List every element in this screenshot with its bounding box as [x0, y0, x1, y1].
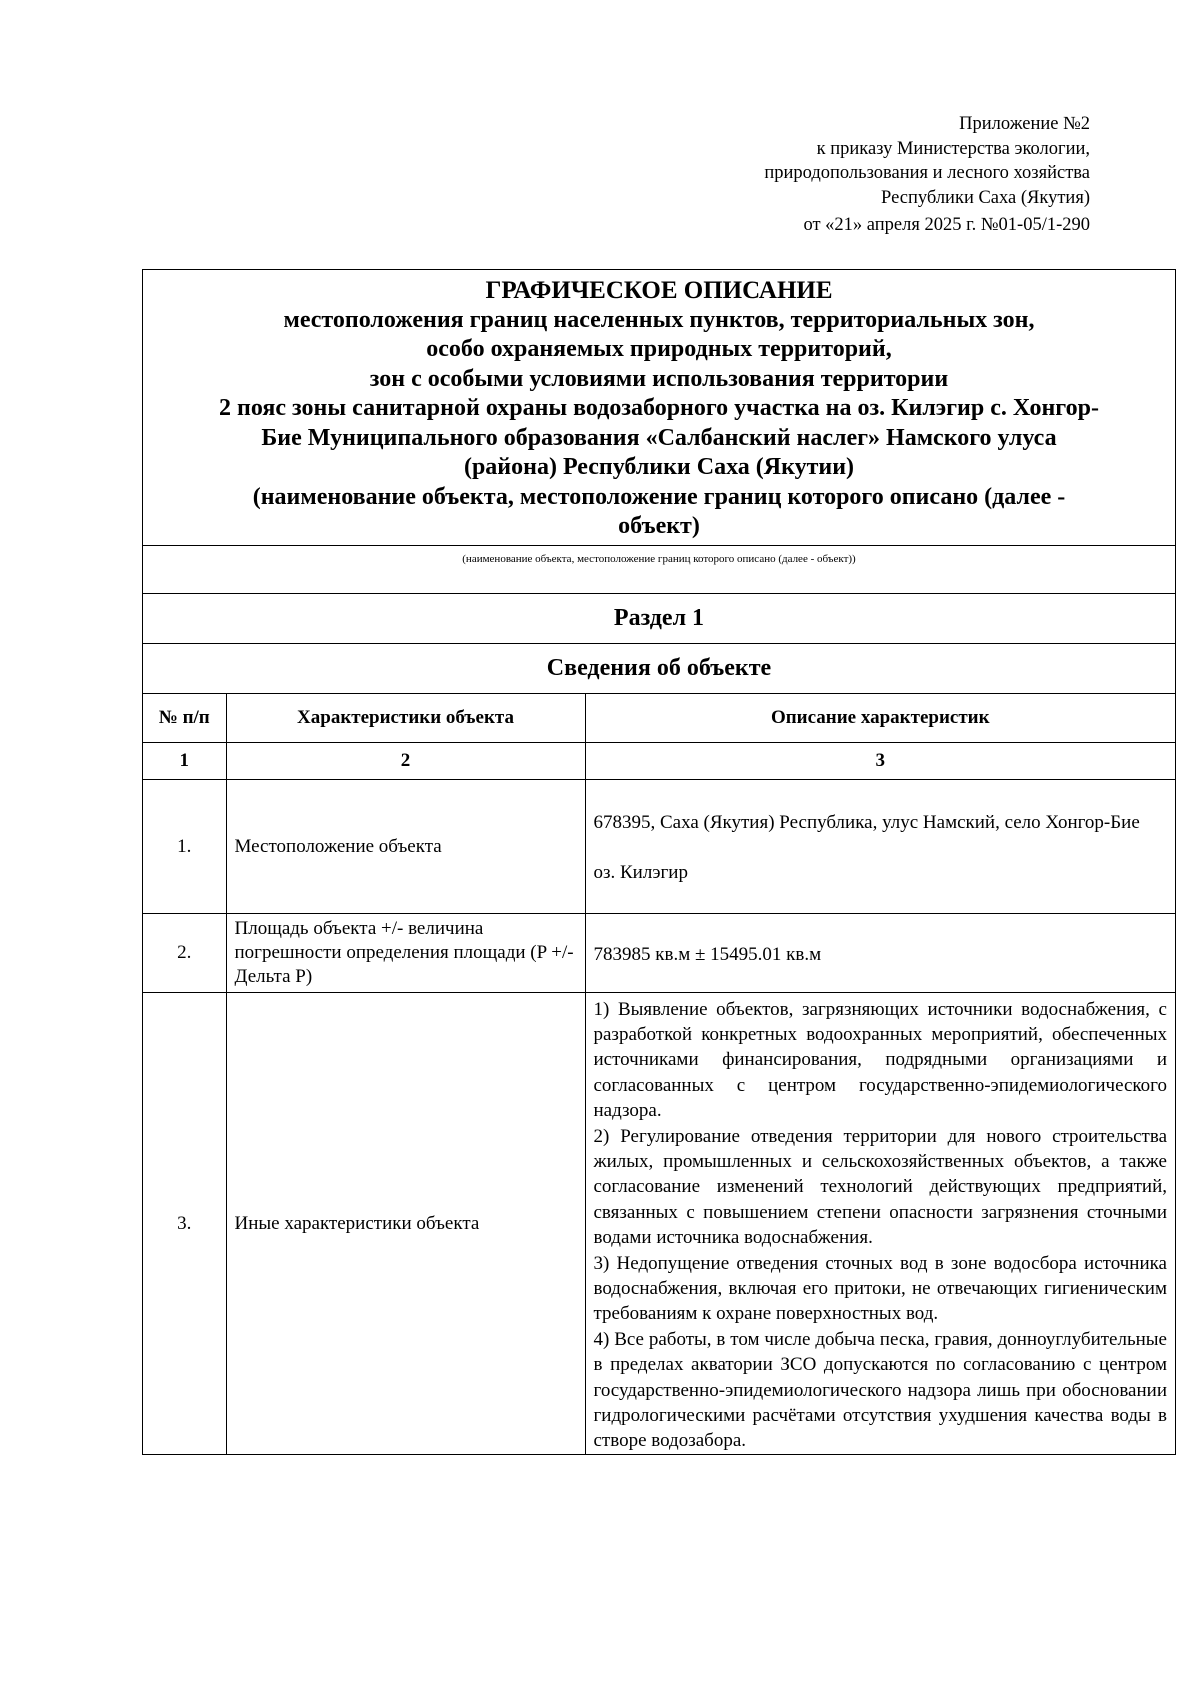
row-characteristic: Площадь объекта +/- величина погрешности определения площади (P +/- Дельта P) — [226, 913, 585, 992]
column-number-row — [143, 742, 1175, 779]
appendix-line: Приложение №2 — [959, 114, 1090, 134]
row-number: 3. — [143, 992, 226, 1454]
title-line: Бие Муниципального образования «Салбанский наслег» Намского улуса — [261, 424, 1057, 451]
table-row — [143, 992, 1175, 1454]
appendix-block — [764, 112, 1090, 238]
title-main: ГРАФИЧЕСКОЕ ОПИСАНИЕ — [485, 277, 833, 304]
header-characteristics: Характеристики объекта — [226, 694, 585, 743]
title-line: (наименование объекта, местоположение границ которого описано (далее - — [252, 483, 1066, 510]
document-frame — [142, 269, 1176, 1455]
row-description — [585, 779, 1175, 913]
title-line: 2 пояс зоны санитарной охраны водозаборного участка на оз. Килэгир с. Хонгор- — [219, 395, 1099, 421]
appendix-line: Республики Саха (Якутия) — [881, 187, 1090, 208]
table-row — [143, 779, 1175, 913]
header-number: № п/п — [143, 694, 226, 743]
section-label: Раздел 1 — [143, 594, 1175, 644]
location-lake: оз. Килэгир — [593, 862, 688, 883]
object-info-table — [143, 694, 1175, 1454]
title-line: особо охраняемых природных территорий, — [426, 336, 892, 362]
title-line: местоположения границ населенных пунктов, территориальных зон, — [283, 306, 1035, 333]
appendix-line: к приказу Министерства экологии, — [816, 138, 1090, 159]
row-number: 2. — [143, 913, 226, 992]
section-subtitle: Сведения об объекте — [143, 644, 1175, 694]
order-date-line: от «21» апреля 2025 г. №01-05/1-290 — [803, 215, 1090, 235]
title-line: (района) Республики Саха (Якутии) — [463, 454, 855, 480]
object-name-note: (наименование объекта, местоположение границ которого описано (далее - объект)) — [143, 546, 1175, 594]
column-number: 1 — [143, 742, 226, 779]
table-header-row — [143, 694, 1175, 743]
header-description: Описание характеристик — [585, 694, 1175, 743]
appendix-line: природопользования и лесного хозяйства — [764, 163, 1090, 183]
location-address: 678395, Саха (Якутия) Республика, улус Намский, село Хонгор-Бие — [593, 812, 1140, 833]
document-title — [143, 270, 1175, 546]
title-line: объект) — [618, 513, 700, 539]
title-line: зон с особыми условиями использования территории — [369, 365, 949, 392]
row-characteristic: Иные характеристики объекта — [226, 992, 585, 1454]
row-number: 1. — [143, 779, 226, 913]
column-number: 2 — [226, 742, 585, 779]
table-row — [143, 913, 1175, 992]
row-characteristic: Местоположение объекта — [226, 779, 585, 913]
column-number: 3 — [585, 742, 1175, 779]
row-description: 1) Выявление объектов, загрязняющих источники водоснабжения, с разработкой конкретных водоохранных мероприятий, обеспеченных источниками финансирования, подрядными организациями и согласованных с центром государственно-эпидемиологического надзора. 2) Регулирование отведения территории для нового строительства жилых, промышленных и сельскохозяйственных объектов, а также согласование изменений технологий действующих предприятий, связанных с повышением степени опасности загрязнения сточными водами источника водоснабжения. 3) Недопущение отведения сточных вод в зоне водосбора источника водоснабжения, включая его притоки, не отвечающих гигиеническим требованиям к охране поверхностных вод. 4) Все работы, в том числе добыча песка, гравия, донноуглубительные в пределах акватории ЗСО допускаются по согласованию с центром государственно-эпидемиологического надзора лишь при обосновании гидрологическими расчётами отсутствия ухудшения качества воды в створе водозабора. — [585, 992, 1175, 1454]
row-description: 783985 кв.м ± 15495.01 кв.м — [585, 913, 1175, 992]
